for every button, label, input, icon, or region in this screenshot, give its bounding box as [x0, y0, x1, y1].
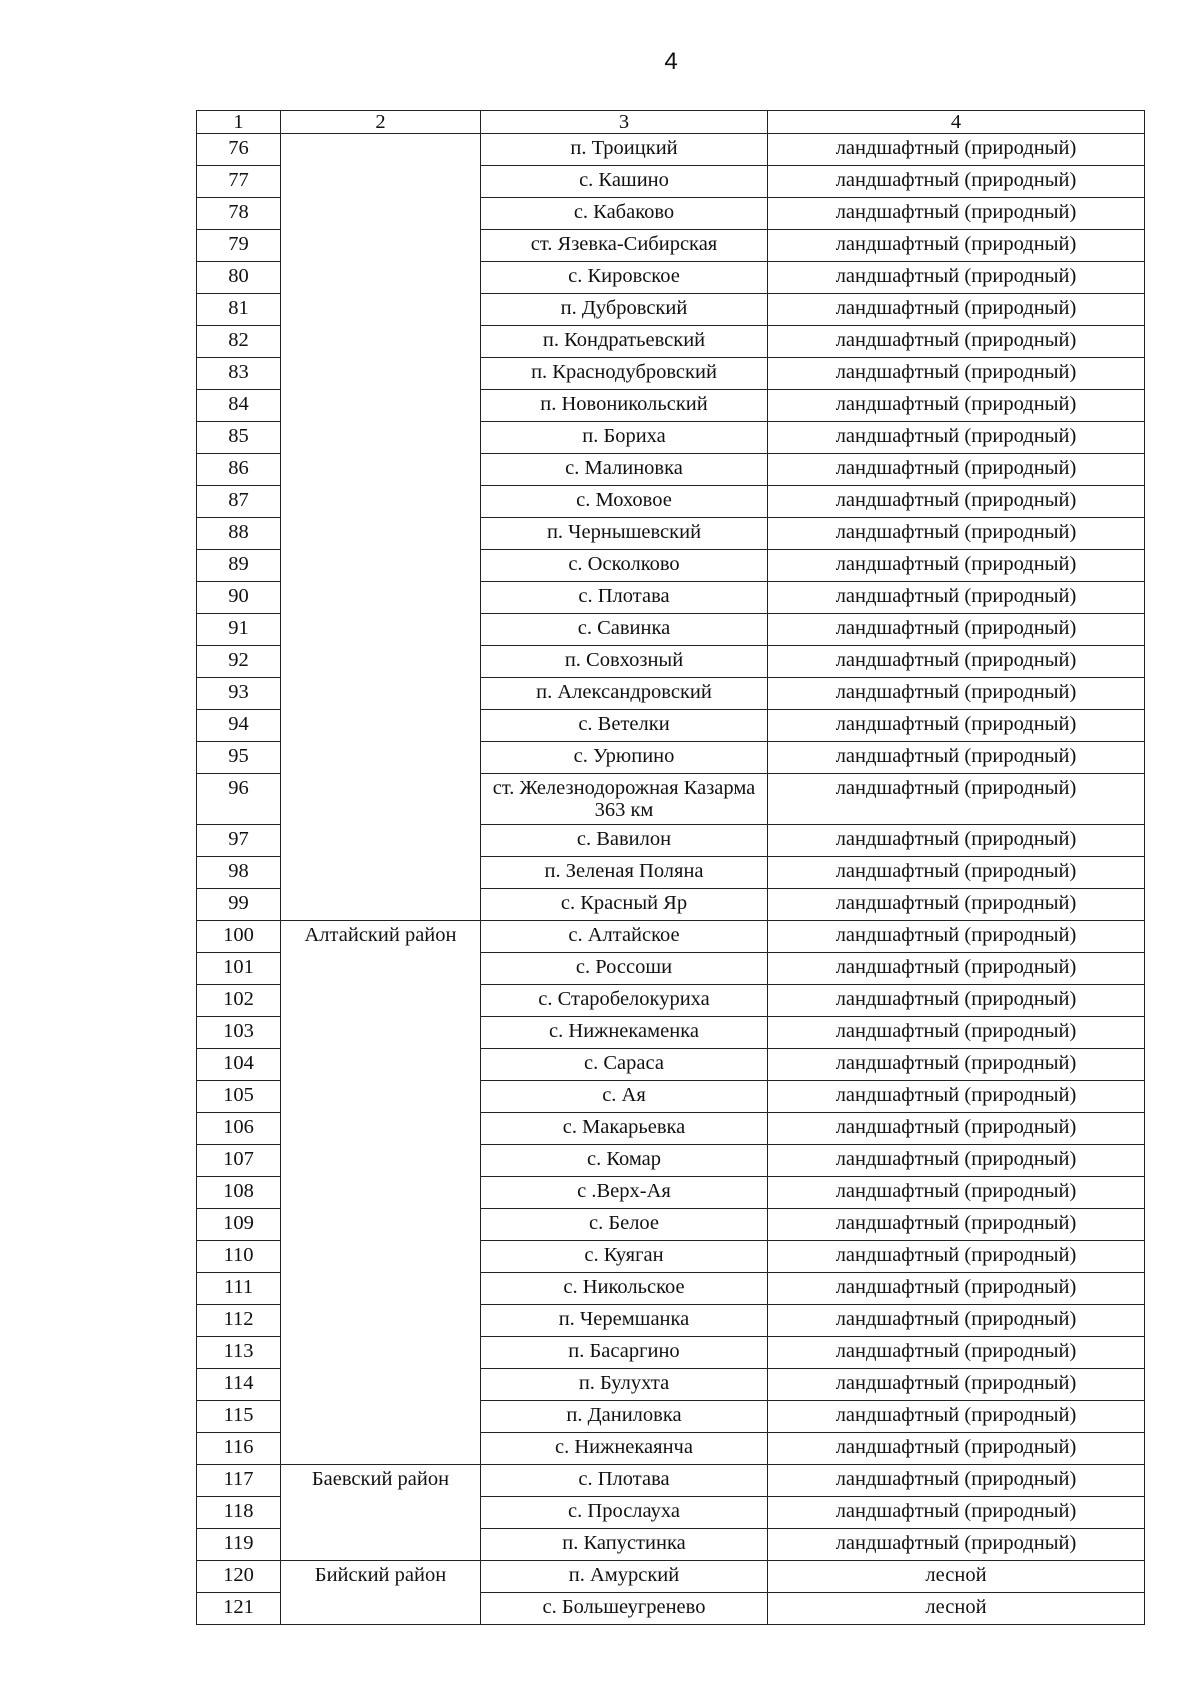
- table-row: [197, 550, 1145, 582]
- table-row: [197, 985, 1145, 1017]
- table-row: [197, 1561, 1145, 1593]
- district-cell: [281, 1433, 481, 1465]
- district-cell: [281, 1497, 481, 1529]
- district-cell: [281, 518, 481, 550]
- table-row: [197, 825, 1145, 857]
- district-cell: [281, 857, 481, 889]
- table-row: [197, 1497, 1145, 1529]
- row-number-cell: 102: [197, 985, 281, 1017]
- type-cell: ландшафтный (природный): [768, 358, 1145, 390]
- district-cell: [281, 294, 481, 326]
- settlement-cell: с. Алтайское: [481, 921, 768, 953]
- settlement-cell: с. Макарьевка: [481, 1113, 768, 1145]
- type-cell: ландшафтный (природный): [768, 1049, 1145, 1081]
- row-number-cell: 115: [197, 1401, 281, 1433]
- district-cell: [281, 550, 481, 582]
- settlement-cell: с. Большеугренево: [481, 1593, 768, 1625]
- type-cell: ландшафтный (природный): [768, 921, 1145, 953]
- table-row: [197, 1017, 1145, 1049]
- settlement-cell: с. Белое: [481, 1209, 768, 1241]
- type-cell: ландшафтный (природный): [768, 230, 1145, 262]
- district-cell: [281, 230, 481, 262]
- type-cell: ландшафтный (природный): [768, 134, 1145, 166]
- district-cell: [281, 1593, 481, 1625]
- settlement-cell: с. Никольское: [481, 1273, 768, 1305]
- row-number-cell: 108: [197, 1177, 281, 1209]
- row-number-cell: 118: [197, 1497, 281, 1529]
- type-cell: ландшафтный (природный): [768, 710, 1145, 742]
- district-cell: [281, 1017, 481, 1049]
- settlement-cell: с. Кашино: [481, 166, 768, 198]
- row-number-cell: 86: [197, 454, 281, 486]
- settlement-cell: п. Черемшанка: [481, 1305, 768, 1337]
- district-cell: [281, 582, 481, 614]
- settlement-cell: п. Новоникольский: [481, 390, 768, 422]
- table-row: [197, 857, 1145, 889]
- settlement-cell: п. Александровский: [481, 678, 768, 710]
- district-cell: [281, 454, 481, 486]
- district-cell: [281, 358, 481, 390]
- district-cell: [281, 1273, 481, 1305]
- table-row: [197, 198, 1145, 230]
- header-cell: 1: [197, 111, 281, 134]
- row-number-cell: 104: [197, 1049, 281, 1081]
- table-row: [197, 166, 1145, 198]
- row-number-cell: 88: [197, 518, 281, 550]
- settlement-cell: с .Верх-Ая: [481, 1177, 768, 1209]
- type-cell: ландшафтный (природный): [768, 614, 1145, 646]
- district-cell: [281, 1369, 481, 1401]
- settlement-cell: с. Сараса: [481, 1049, 768, 1081]
- district-cell: [281, 198, 481, 230]
- district-cell: [281, 710, 481, 742]
- table-row: [197, 1177, 1145, 1209]
- type-cell: ландшафтный (природный): [768, 1209, 1145, 1241]
- settlement-cell: с. Нижнекаянча: [481, 1433, 768, 1465]
- settlement-cell: с. Старобелокуриха: [481, 985, 768, 1017]
- table-row: [197, 1241, 1145, 1273]
- row-number-cell: 106: [197, 1113, 281, 1145]
- row-number-cell: 105: [197, 1081, 281, 1113]
- table-row: [197, 710, 1145, 742]
- row-number-cell: 120: [197, 1561, 281, 1593]
- district-cell: [281, 1081, 481, 1113]
- table-row: [197, 742, 1145, 774]
- type-cell: ландшафтный (природный): [768, 1305, 1145, 1337]
- settlement-cell: с. Осколково: [481, 550, 768, 582]
- table-row: [197, 454, 1145, 486]
- table-row: [197, 921, 1145, 953]
- type-cell: ландшафтный (природный): [768, 198, 1145, 230]
- type-cell: ландшафтный (природный): [768, 1177, 1145, 1209]
- page-number: 4: [664, 48, 678, 75]
- district-cell: [281, 825, 481, 857]
- row-number-cell: 85: [197, 422, 281, 454]
- type-cell: ландшафтный (природный): [768, 518, 1145, 550]
- row-number-cell: 84: [197, 390, 281, 422]
- table-row: [197, 230, 1145, 262]
- table-row: [197, 582, 1145, 614]
- district-cell: [281, 1401, 481, 1433]
- district-cell: [281, 985, 481, 1017]
- district-cell: [281, 1209, 481, 1241]
- district-cell: [281, 953, 481, 985]
- district-cell: [281, 1145, 481, 1177]
- district-cell: [281, 1337, 481, 1369]
- district-cell: Алтайский район: [281, 921, 481, 953]
- row-number-cell: 100: [197, 921, 281, 953]
- type-cell: ландшафтный (природный): [768, 294, 1145, 326]
- settlement-cell: п. Амурский: [481, 1561, 768, 1593]
- table-row: [197, 1209, 1145, 1241]
- row-number-cell: 116: [197, 1433, 281, 1465]
- district-cell: [281, 262, 481, 294]
- district-cell: [281, 774, 481, 825]
- table-row: [197, 262, 1145, 294]
- settlement-cell: п. Кондратьевский: [481, 326, 768, 358]
- district-cell: [281, 390, 481, 422]
- table-row: [197, 422, 1145, 454]
- type-cell: ландшафтный (природный): [768, 390, 1145, 422]
- row-number-cell: 80: [197, 262, 281, 294]
- type-cell: ландшафтный (природный): [768, 678, 1145, 710]
- header-cell: 4: [768, 111, 1145, 134]
- type-cell: ландшафтный (природный): [768, 1401, 1145, 1433]
- settlement-cell: п. Чернышевский: [481, 518, 768, 550]
- settlement-cell: п. Бориха: [481, 422, 768, 454]
- district-cell: [281, 1177, 481, 1209]
- settlement-cell: с. Савинка: [481, 614, 768, 646]
- settlement-cell: с. Ая: [481, 1081, 768, 1113]
- row-number-cell: 101: [197, 953, 281, 985]
- type-cell: ландшафтный (природный): [768, 825, 1145, 857]
- settlement-cell: с. Нижнекаменка: [481, 1017, 768, 1049]
- settlement-cell: п. Даниловка: [481, 1401, 768, 1433]
- row-number-cell: 109: [197, 1209, 281, 1241]
- district-cell: [281, 646, 481, 678]
- settlement-cell: п. Зеленая Поляна: [481, 857, 768, 889]
- settlement-cell: с. Россоши: [481, 953, 768, 985]
- table-row: [197, 1433, 1145, 1465]
- row-number-cell: 117: [197, 1465, 281, 1497]
- type-cell: лесной: [768, 1593, 1145, 1625]
- table-row: [197, 1113, 1145, 1145]
- table-row: [197, 1529, 1145, 1561]
- table-row: [197, 1369, 1145, 1401]
- type-cell: ландшафтный (природный): [768, 742, 1145, 774]
- settlement-cell: п. Троицкий: [481, 134, 768, 166]
- table-row: [197, 889, 1145, 921]
- row-number-cell: 96: [197, 774, 281, 825]
- district-cell: [281, 1241, 481, 1273]
- row-number-cell: 92: [197, 646, 281, 678]
- table-row: [197, 953, 1145, 985]
- district-cell: [281, 889, 481, 921]
- row-number-cell: 81: [197, 294, 281, 326]
- type-cell: ландшафтный (природный): [768, 1529, 1145, 1561]
- settlement-cell: с. Урюпино: [481, 742, 768, 774]
- settlement-cell: с. Моховое: [481, 486, 768, 518]
- table-row: [197, 1081, 1145, 1113]
- settlement-cell: с. Прослауха: [481, 1497, 768, 1529]
- settlement-cell: с. Кабаково: [481, 198, 768, 230]
- table-row: [197, 678, 1145, 710]
- settlement-cell: ст. Язевка-Сибирская: [481, 230, 768, 262]
- settlement-cell: с. Малиновка: [481, 454, 768, 486]
- type-cell: ландшафтный (природный): [768, 262, 1145, 294]
- table-row: [197, 1305, 1145, 1337]
- settlement-cell: с. Ветелки: [481, 710, 768, 742]
- settlement-cell: п. Краснодубровский: [481, 358, 768, 390]
- row-number-cell: 103: [197, 1017, 281, 1049]
- type-cell: ландшафтный (природный): [768, 646, 1145, 678]
- row-number-cell: 78: [197, 198, 281, 230]
- table-row: [197, 1465, 1145, 1497]
- row-number-cell: 119: [197, 1529, 281, 1561]
- type-cell: ландшафтный (природный): [768, 454, 1145, 486]
- district-cell: [281, 678, 481, 710]
- district-cell: [281, 326, 481, 358]
- table-row: [197, 774, 1145, 825]
- settlement-cell: с. Куяган: [481, 1241, 768, 1273]
- type-cell: ландшафтный (природный): [768, 326, 1145, 358]
- type-cell: ландшафтный (природный): [768, 857, 1145, 889]
- row-number-cell: 112: [197, 1305, 281, 1337]
- table-row: [197, 1145, 1145, 1177]
- row-number-cell: 97: [197, 825, 281, 857]
- header-cell: 3: [481, 111, 768, 134]
- table-row: [197, 1401, 1145, 1433]
- settlement-cell: с. Кировское: [481, 262, 768, 294]
- row-number-cell: 91: [197, 614, 281, 646]
- table-row: [197, 390, 1145, 422]
- settlement-cell: п. Булухта: [481, 1369, 768, 1401]
- type-cell: ландшафтный (природный): [768, 1465, 1145, 1497]
- district-cell: Бийский район: [281, 1561, 481, 1593]
- district-cell: [281, 486, 481, 518]
- table-row: [197, 1593, 1145, 1625]
- table-row: [197, 1337, 1145, 1369]
- district-cell: [281, 422, 481, 454]
- row-number-cell: 121: [197, 1593, 281, 1625]
- table-row: [197, 518, 1145, 550]
- type-cell: ландшафтный (природный): [768, 550, 1145, 582]
- row-number-cell: 87: [197, 486, 281, 518]
- type-cell: ландшафтный (природный): [768, 889, 1145, 921]
- district-cell: [281, 166, 481, 198]
- type-cell: ландшафтный (природный): [768, 582, 1145, 614]
- row-number-cell: 107: [197, 1145, 281, 1177]
- settlements-table: [196, 110, 1145, 1625]
- row-number-cell: 114: [197, 1369, 281, 1401]
- row-number-cell: 77: [197, 166, 281, 198]
- table-row: [197, 134, 1145, 166]
- header-cell: 2: [281, 111, 481, 134]
- table-row: [197, 326, 1145, 358]
- row-number-cell: 83: [197, 358, 281, 390]
- row-number-cell: 110: [197, 1241, 281, 1273]
- row-number-cell: 90: [197, 582, 281, 614]
- settlement-cell: с. Красный Яр: [481, 889, 768, 921]
- type-cell: ландшафтный (природный): [768, 1369, 1145, 1401]
- settlement-cell: с. Вавилон: [481, 825, 768, 857]
- row-number-cell: 98: [197, 857, 281, 889]
- settlement-cell: п. Капустинка: [481, 1529, 768, 1561]
- row-number-cell: 94: [197, 710, 281, 742]
- row-number-cell: 76: [197, 134, 281, 166]
- type-cell: лесной: [768, 1561, 1145, 1593]
- table-header-row: [197, 111, 1145, 134]
- district-cell: [281, 1113, 481, 1145]
- settlement-cell: с. Комар: [481, 1145, 768, 1177]
- settlement-cell: п. Басаргино: [481, 1337, 768, 1369]
- row-number-cell: 93: [197, 678, 281, 710]
- type-cell: ландшафтный (природный): [768, 774, 1145, 825]
- table-row: [197, 358, 1145, 390]
- type-cell: ландшафтный (природный): [768, 1337, 1145, 1369]
- type-cell: ландшафтный (природный): [768, 1497, 1145, 1529]
- district-cell: [281, 1305, 481, 1337]
- type-cell: ландшафтный (природный): [768, 953, 1145, 985]
- table-row: [197, 294, 1145, 326]
- type-cell: ландшафтный (природный): [768, 1081, 1145, 1113]
- district-cell: [281, 134, 481, 166]
- type-cell: ландшафтный (природный): [768, 486, 1145, 518]
- row-number-cell: 99: [197, 889, 281, 921]
- district-cell: [281, 614, 481, 646]
- district-cell: [281, 1049, 481, 1081]
- row-number-cell: 111: [197, 1273, 281, 1305]
- settlement-cell: п. Совхозный: [481, 646, 768, 678]
- type-cell: ландшафтный (природный): [768, 166, 1145, 198]
- table-row: [197, 1049, 1145, 1081]
- settlement-cell: п. Дубровский: [481, 294, 768, 326]
- row-number-cell: 89: [197, 550, 281, 582]
- type-cell: ландшафтный (природный): [768, 1113, 1145, 1145]
- type-cell: ландшафтный (природный): [768, 422, 1145, 454]
- type-cell: ландшафтный (природный): [768, 1241, 1145, 1273]
- row-number-cell: 79: [197, 230, 281, 262]
- type-cell: ландшафтный (природный): [768, 1433, 1145, 1465]
- settlement-cell: ст. Железнодорожная Казарма 363 км: [481, 774, 768, 825]
- row-number-cell: 113: [197, 1337, 281, 1369]
- type-cell: ландшафтный (природный): [768, 1017, 1145, 1049]
- district-cell: [281, 742, 481, 774]
- table-row: [197, 614, 1145, 646]
- table-row: [197, 1273, 1145, 1305]
- table-row: [197, 646, 1145, 678]
- district-cell: Баевский район: [281, 1465, 481, 1497]
- row-number-cell: 82: [197, 326, 281, 358]
- settlement-cell: с. Плотава: [481, 582, 768, 614]
- settlement-cell: с. Плотава: [481, 1465, 768, 1497]
- type-cell: ландшафтный (природный): [768, 985, 1145, 1017]
- type-cell: ландшафтный (природный): [768, 1273, 1145, 1305]
- row-number-cell: 95: [197, 742, 281, 774]
- district-cell: [281, 1529, 481, 1561]
- table-row: [197, 486, 1145, 518]
- type-cell: ландшафтный (природный): [768, 1145, 1145, 1177]
